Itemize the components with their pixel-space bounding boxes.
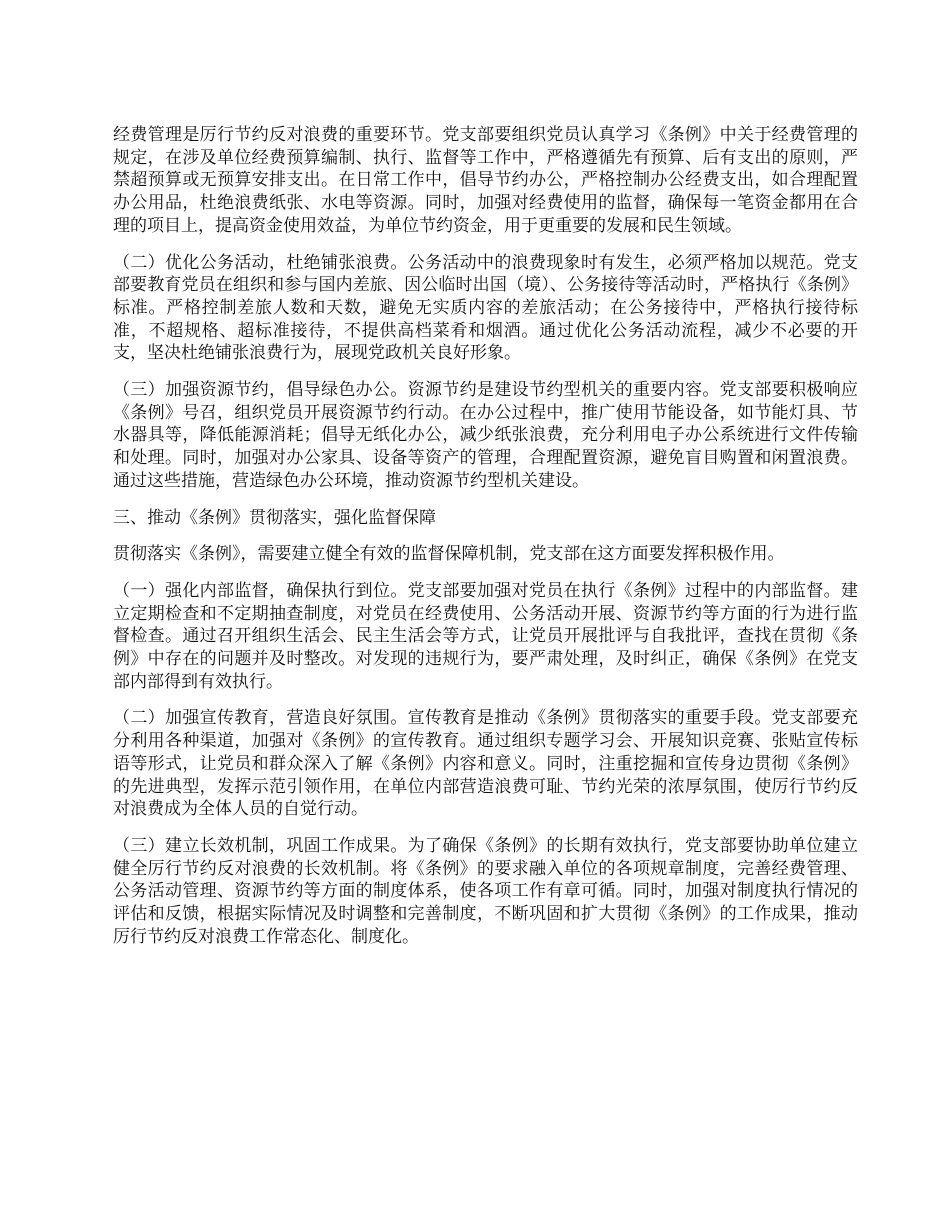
section-heading-supervision: 三、推动《条例》贯彻落实，强化监督保障 xyxy=(113,507,436,528)
paragraph-supervision-intro: 贯彻落实《条例》，需要建立健全有效的监督保障机制，党支部在这方面要发挥积极作用。 xyxy=(113,544,785,565)
paragraph-long-term-mechanism: （三）建立长效机制，巩固工作成果。为了确保《条例》的长期有效执行，党支部要协助单位建立健全厉行节约反对浪费的长效机制。将《条例》的要求融入单位的各项规章制度，完善经费管理、公务活动管理、资源节约等方面的制度体系，使各项工作有章可循。同时，加强对制度执行情况的评估和反馈，根据实际情况及时调整和完善制度，不断巩固和扩大贯彻《条例》的工作成果，推动厉行节约反对浪费工作常态化、制度化。 xyxy=(113,835,858,947)
paragraph-internal-supervision: （一）强化内部监督，确保执行到位。党支部要加强对党员在执行《条例》过程中的内部监督。建立定期检查和不定期抽查制度，对党员在经费使用、公务活动开展、资源节约等方面的行为进行监督检查。通过召开组织生活会、民主生活会等方式，让党员开展批评与自我批评，查找在贯彻《条例》中存在的问题并及时整改。对发现的违规行为，要严肃处理，及时纠正，确保《条例》在党支部内部得到有效执行。 xyxy=(113,580,858,692)
paragraph-funds-management: 经费管理是厉行节约反对浪费的重要环节。党支部要组织党员认真学习《条例》中关于经费管理的规定，在涉及单位经费预算编制、执行、监督等工作中，严格遵循先有预算、后有支出的原则，严禁超预算或无预算安排支出。在日常工作中，倡导节约办公，严格控制办公经费支出，如合理配置办公用品，杜绝浪费纸张、水电等资源。同时，加强对经费使用的监督，确保每一笔资金都用在合理的项目上，提高资金使用效益，为单位节约资金，用于更重要的发展和民生领域。 xyxy=(113,125,858,236)
paragraph-resource-saving: （三）加强资源节约，倡导绿色办公。资源节约是建设节约型机关的重要内容。党支部要积极响应《条例》号召，组织党员开展资源节约行动。在办公过程中，推广使用节能设备，如节能灯具、节水器具等，降低能源消耗；倡导无纸化办公，减少纸张浪费，充分利用电子办公系统进行文件传输和处理。同时，加强对办公家具、设备等资产的管理，合理配置资源，避免盲目购置和闲置浪费。通过这些措施，营造绿色办公环境，推动资源节约型机关建设。 xyxy=(113,380,858,491)
paragraph-official-activities: （二）优化公务活动，杜绝铺张浪费。公务活动中的浪费现象时有发生，必须严格加以规范。党支部要教育党员在组织和参与国内差旅、因公临时出国（境）、公务接待等活动时，严格执行《条例》标准。严格控制差旅人数和天数，避免无实质内容的差旅活动；在公务接待中，严格执行接待标准，不超规格、超标准接待，不提供高档菜肴和烟酒。通过优化公务活动流程，减少不必要的开支，坚决杜绝铺张浪费行为，展现党政机关良好形象。 xyxy=(113,252,858,364)
document-body xyxy=(113,124,858,949)
paragraph-publicity-education: （二）加强宣传教育，营造良好氛围。宣传教育是推动《条例》贯彻落实的重要手段。党支部要充分利用各种渠道，加强对《条例》的宣传教育。通过组织专题学习会、开展知识竞赛、张贴宣传标语等形式，让党员和群众深入了解《条例》内容和意义。同时，注重挖掘和宣传身边贯彻《条例》的先进典型，发挥示范引领作用，在单位内部营造浪费可耻、节约光荣的浓厚氛围，使厉行节约反对浪费成为全体人员的自觉行动。 xyxy=(113,708,858,820)
